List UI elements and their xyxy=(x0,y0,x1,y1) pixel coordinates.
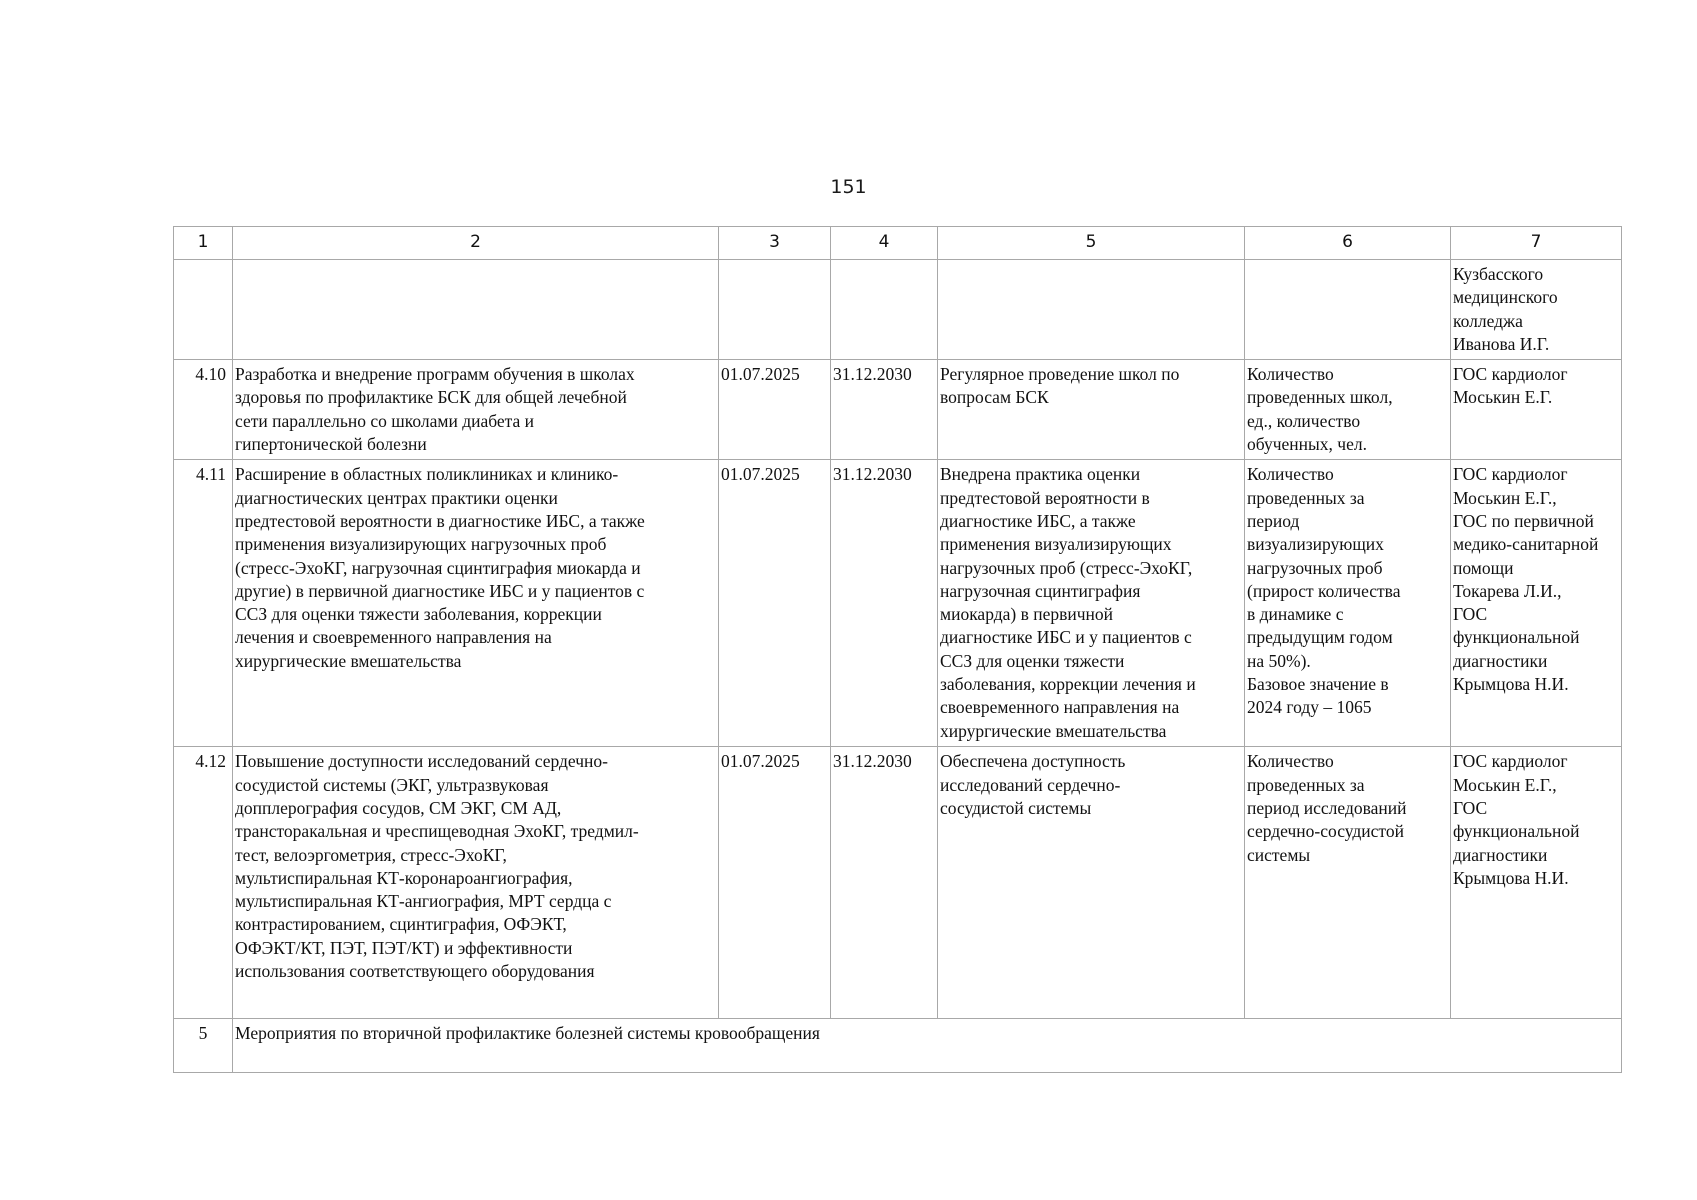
cell-result xyxy=(938,460,1245,747)
continuation-row xyxy=(174,260,1622,360)
column-header-2: 2 xyxy=(233,227,719,260)
section-title: Мероприятия по вторичной профилактике болезней системы кровообращения xyxy=(233,1019,1622,1073)
cell-activity xyxy=(233,747,719,1019)
cell-number: 4.11 xyxy=(174,460,233,747)
activities-table xyxy=(173,226,1622,1073)
cell-number: 4.10 xyxy=(174,360,233,460)
column-header-3: 3 xyxy=(719,227,831,260)
cell-executor xyxy=(1451,747,1622,1019)
cell-result xyxy=(938,360,1245,460)
cell-activity xyxy=(233,260,719,360)
section-row xyxy=(174,1019,1622,1073)
cell-executor xyxy=(1451,460,1622,747)
cell-indicator xyxy=(1245,460,1451,747)
cell-number: 4.12 xyxy=(174,747,233,1019)
page-number: 151 xyxy=(830,176,867,198)
activity-text: Повышение доступности исследований сердечно- сосудистой системы (ЭКГ, ультразвуковая допплерография сосудов, СМ ЭКГ, СМ АД, трансторакальная и чреспищеводная ЭхоКГ, тредмил- тест, велоэргометрия, стресс-ЭхоКГ, мультиспиральная КТ-коронароангиография, мультиспиральная КТ-ангиография, МРТ сердца с контрастированием, сцинтиграфия, ОФЭКТ, ОФЭКТ/КТ, ПЭТ, ПЭТ/КТ) и эффективности использования соответствующего оборудования xyxy=(235,751,639,982)
indicator-text: Количество проведенных за период исследований сердечно-сосудистой системы xyxy=(1247,751,1407,865)
cell-activity xyxy=(233,460,719,747)
column-header-7: 7 xyxy=(1451,227,1622,260)
cell-end-date xyxy=(831,260,938,360)
cell-end-date: 31.12.2030 xyxy=(831,747,938,1019)
cell-end-date: 31.12.2030 xyxy=(831,460,938,747)
table-row xyxy=(174,747,1622,1019)
cell-executor xyxy=(1451,360,1622,460)
cell-start-date: 01.07.2025 xyxy=(719,460,831,747)
table-row xyxy=(174,360,1622,460)
table-row xyxy=(174,460,1622,747)
cell-indicator xyxy=(1245,260,1451,360)
cell-activity xyxy=(233,360,719,460)
executor-text: ГОС кардиолог Моськин Е.Г., ГОС функциональной диагностики Крымцова Н.И. xyxy=(1453,751,1580,888)
cell-number xyxy=(174,260,233,360)
cell-executor xyxy=(1451,260,1622,360)
cell-end-date: 31.12.2030 xyxy=(831,360,938,460)
indicator-text: Количество проведенных за период визуализирующих нагрузочных проб (прирост количества в динамике с предыдущим годом на 50%). Базовое значение в 2024 году – 1065 xyxy=(1247,464,1401,718)
executor-text: ГОС кардиолог Моськин Е.Г. xyxy=(1453,364,1568,408)
executor-text: Кузбасского медицинского колледжа Иванова И.Г. xyxy=(1453,264,1558,354)
executor-text: ГОС кардиолог Моськин Е.Г., ГОС по первичной медико-санитарной помощи Токарева Л.И., ГОС функциональной диагностики Крымцова Н.И. xyxy=(1453,464,1599,695)
cell-start-date xyxy=(719,260,831,360)
column-header-6: 6 xyxy=(1245,227,1451,260)
result-text: Обеспечена доступность исследований сердечно- сосудистой системы xyxy=(940,751,1126,818)
result-text: Внедрена практика оценки предтестовой вероятности в диагностике ИБС, а также применения визуализирующих нагрузочных проб (стресс-ЭхоКГ, нагрузочная сцинтиграфия миокарда) в первичной диагностике ИБС и у пациентов с ССЗ для оценки тяжести заболевания, коррекции лечения и своевременного направления на хирургические вмешательства xyxy=(940,464,1196,741)
column-header-4: 4 xyxy=(831,227,938,260)
cell-start-date: 01.07.2025 xyxy=(719,360,831,460)
cell-indicator xyxy=(1245,360,1451,460)
activity-text: Разработка и внедрение программ обучения в школах здоровья по профилактике БСК для общей лечебной сети параллельно со школами диабета и гипертонической болезни xyxy=(235,364,635,455)
cell-start-date: 01.07.2025 xyxy=(719,747,831,1019)
indicator-text: Количество проведенных школ, ед., количество обученных, чел. xyxy=(1247,364,1393,455)
section-number: 5 xyxy=(174,1019,233,1073)
table-header-row xyxy=(174,227,1622,260)
cell-result xyxy=(938,747,1245,1019)
cell-indicator xyxy=(1245,747,1451,1019)
result-text: Регулярное проведение школ по вопросам БСК xyxy=(940,364,1180,408)
cell-result xyxy=(938,260,1245,360)
column-header-5: 5 xyxy=(938,227,1245,260)
activity-text: Расширение в областных поликлиниках и клинико- диагностических центрах практики оценки предтестовой вероятности в диагностике ИБС, а также применения визуализирующих нагрузочных проб (стресс-ЭхоКГ, нагрузочная сцинтиграфия миокарда и другие) в первичной диагностике ИБС и у пациентов с ССЗ для оценки тяжести заболевания, коррекции лечения и своевременного направления на хирургические вмешательства xyxy=(235,464,645,671)
column-header-1: 1 xyxy=(174,227,233,260)
